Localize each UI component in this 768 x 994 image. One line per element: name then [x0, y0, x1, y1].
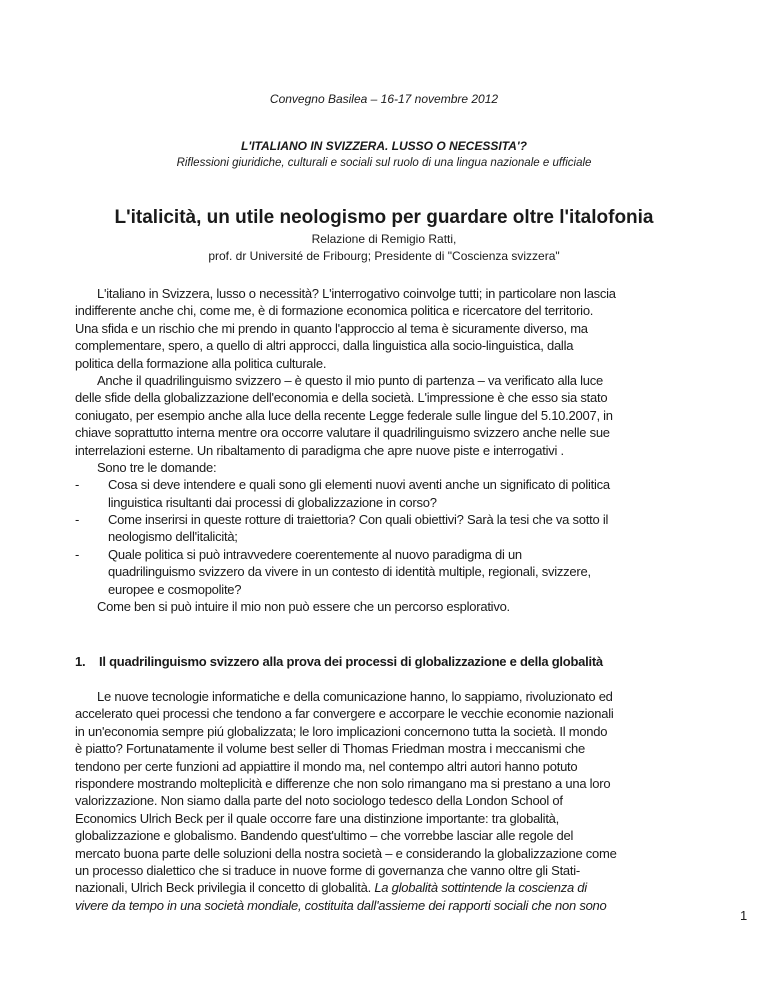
paragraph-line: rispondere mostrando molteplicità e differenze che non solo rimangano ma si prestano a una loro [75, 775, 611, 791]
list-item-line [75, 546, 715, 563]
paragraph-line: Economics Ulrich Beck per il quale occorre fare una distinzione importante: tra globalità, [75, 810, 560, 826]
paragraph-line: indifferente anche chi, come me, è di formazione economica politica e ricercatore del territorio. [75, 303, 594, 319]
section-title: Il quadrilinguismo svizzero alla prova dei processi di globalizzazione e della globalità [99, 654, 603, 669]
conference-date: Convegno Basilea – 16-17 novembre 2012 [269, 92, 499, 106]
paragraph-line: delle sfide della globalizzazione dell'economia e della società. L'impressione è che esso sia stato [75, 390, 608, 406]
paragraph-line: Come ben si può intuire il mio non può essere che un percorso esplorativo. [97, 599, 510, 615]
list-item-line [75, 476, 715, 493]
list-item-line [75, 494, 715, 511]
paragraph-line: accelerato quei processi che tendono a far convergere e accorpare le vecchie economie nazionali [75, 706, 614, 722]
paragraph-line: è piatto? Fortunatamente il volume best seller di Thomas Friedman mostra i meccanismi che [75, 741, 586, 757]
paragraph-line: valorizzazione. Non siamo dalla parte del noto sociologo tedesco della London School of [75, 793, 563, 809]
list-item-text: linguistica risultanti dai processi di globalizzazione in corso? [108, 494, 437, 510]
list-item-text: Quale politica si può intravvedere coerentemente al nuovo paradigma di un [108, 546, 522, 562]
paragraph-line: chiave soprattutto interna mentre ora occorre valutare il quadrilinguismo svizzero anche nelle sue [75, 425, 610, 441]
paragraph-line: un processo dialettico che si traduce in nuove forme di governanza che vanno oltre gli Stati- [75, 862, 580, 878]
list-bullet: - [75, 546, 80, 562]
list-item-text: neologismo dell'italicità; [108, 529, 238, 545]
plain-text: nazionali, Ulrich Beck privilegia il concetto di globalità. [75, 880, 375, 896]
quoted-italic-text: La globalità sottintende la coscienza di [374, 880, 587, 896]
author-line: Relazione di Remigio Ratti, [311, 232, 457, 246]
paragraph-line: Le nuove tecnologie informatiche e della comunicazione hanno, lo sappiamo, rivoluzionato ed [97, 689, 613, 704]
paragraph-line: Sono tre le domande: [97, 459, 217, 475]
list-item-line [75, 563, 715, 580]
paragraph-line: globalizzazione e globalismo. Bandendo quest'ultimo – che vorrebbe lasciar alle regole del [75, 828, 574, 844]
paragraph-line [75, 897, 715, 914]
list-bullet: - [75, 477, 80, 493]
conference-title: L'ITALIANO IN SVIZZERA. LUSSO O NECESSITA'? [241, 139, 527, 153]
paragraph-line: complementare, spero, a quello di altri approcci, dalla linguistica alla socio-linguistica, dalla [75, 338, 574, 354]
paragraph-line: Una sfida e un rischio che mi prendo in quanto l'approccio al tema è sicuramente diverso, ma [75, 320, 588, 336]
paragraph-line [75, 879, 715, 896]
section-1-paragraph [75, 688, 715, 914]
list-item-line [75, 511, 715, 528]
list-item-line [75, 581, 715, 598]
quoted-italic-text: vivere da tempo in una società mondiale, costituita dall'assieme dei rapporti sociali che non sono [75, 897, 607, 913]
list-item-line [75, 528, 715, 545]
paragraph-line: in un'economia sempre piú globalizzata; le loro implicazioni concernono tutta la società. Il mondo [75, 723, 608, 739]
list-item-text: Cosa si deve intendere e quali sono gli elementi nuovi aventi anche un significato di politica [108, 477, 610, 493]
list-item-text: Come inserirsi in queste rotture di traiettoria? Con quali obiettivi? Sarà la tesi che va sotto il [108, 512, 609, 528]
list-item-text: quadrilinguismo svizzero da vivere in un contesto di identità multiple, regionali, svizzere, [108, 564, 591, 580]
conference-subtitle: Riflessioni giuridiche, culturali e sociali sul ruolo di una lingua nazionale e ufficiale [176, 157, 592, 169]
paragraph-line: mercato buona parte delle soluzioni della nostra società – e considerando la globalizzazione come [75, 845, 617, 861]
section-number: 1. [75, 654, 86, 669]
paragraph-line: L'italiano in Svizzera, lusso o necessità? L'interrogativo coinvolge tutti; in particolare non lascia [97, 286, 616, 301]
paragraph-line: Anche il quadrilinguismo svizzero – è questo il mio punto di partenza – va verificato alla luce [97, 372, 603, 388]
article-title: L'italicità, un utile neologismo per guardare oltre l'italofonia [114, 207, 654, 228]
list-item-text: europee e cosmopolite? [108, 581, 242, 597]
paragraph-line: interrelazioni esterne. Un ribaltamento di paradigma che apre nuove piste e interrogativi . [75, 442, 564, 458]
paragraph-line: coniugato, per esempio anche alla luce della recente Legge federale sulle lingue del 5.10.2007, in [75, 407, 613, 423]
section-heading [75, 654, 603, 669]
affiliation: prof. dr Université de Fribourg; Presidente di "Coscienza svizzera" [208, 249, 560, 263]
introduction [75, 285, 715, 615]
paragraph-line: tendono per certe funzioni ad appiattire il mondo ma, nel contempo altri autori hanno potuto [75, 758, 578, 774]
list-bullet: - [75, 512, 80, 528]
page-number: 1 [740, 908, 748, 923]
paragraph-line: politica della formazione alla politica culturale. [75, 355, 327, 371]
